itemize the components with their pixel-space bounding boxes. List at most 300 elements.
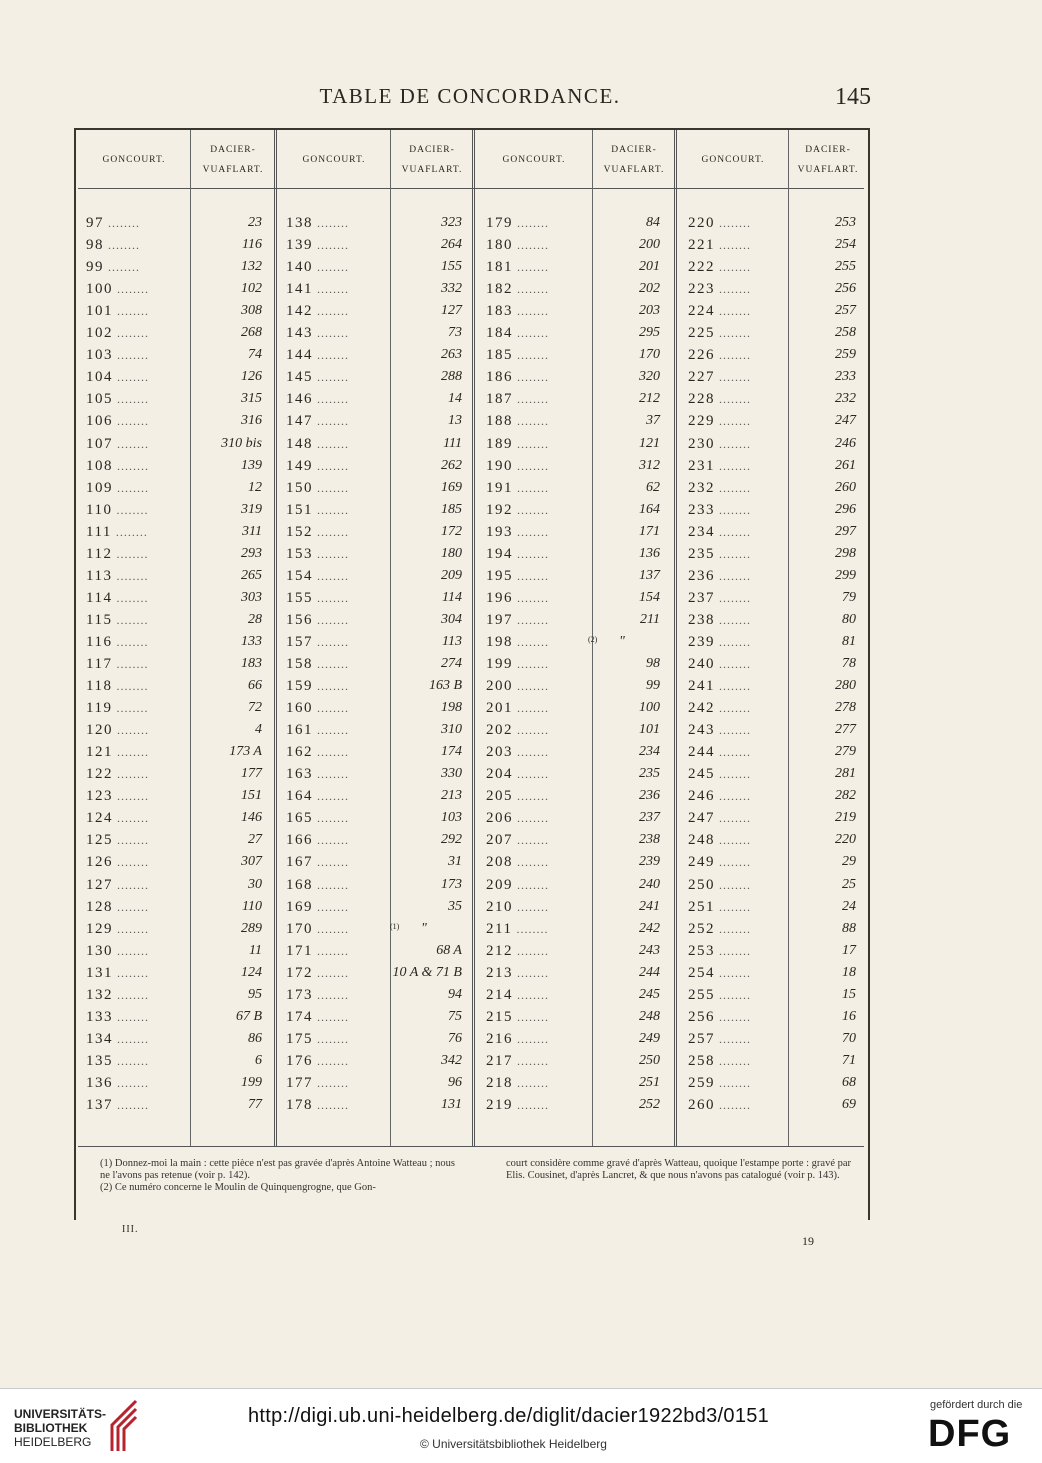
table-row (688, 675, 751, 697)
leader-dots: ........ (513, 348, 549, 363)
goncourt-number: 221 (688, 237, 715, 254)
table-row (286, 719, 349, 741)
leader-dots: ........ (313, 943, 349, 958)
leader-dots: ........ (113, 767, 149, 782)
table-row (688, 543, 751, 565)
dacier-vuaflart-number: 296 (835, 501, 856, 517)
leader-dots: ........ (513, 767, 549, 782)
table-row (688, 874, 751, 896)
goncourt-number: 237 (688, 589, 715, 606)
dacier-vuaflart-number: 81 (842, 633, 856, 649)
table-row (286, 918, 349, 940)
dacier-vuaflart-number: 244 (639, 964, 660, 980)
leader-dots: ........ (112, 568, 149, 583)
goncourt-number: 148 (286, 435, 313, 452)
dacier-vuaflart-number: 11 (249, 942, 262, 958)
goncourt-number: 116 (86, 633, 113, 650)
dacier-vuaflart-number: 251 (639, 1074, 660, 1090)
table-row (286, 1028, 349, 1050)
leader-dots: ........ (112, 634, 149, 649)
table-row (486, 256, 549, 278)
leader-dots: ........ (715, 392, 751, 407)
leader-dots: ........ (112, 679, 149, 694)
dacier-vuaflart-number: 25 (842, 876, 856, 892)
leader-dots: ........ (113, 921, 149, 936)
header-goncourt: GONCOURT. (701, 155, 765, 165)
dacier-vuaflart-number: 66 (248, 678, 262, 694)
leader-dots: ........ (513, 811, 549, 826)
dacier-vuaflart-number: 307 (241, 854, 262, 870)
table-row (286, 896, 349, 918)
table-row (486, 300, 549, 322)
dacier-vuaflart-number: 323 (441, 215, 462, 230)
goncourt-number: 106 (86, 413, 113, 430)
leader-dots: ........ (313, 1009, 349, 1024)
table-row (486, 719, 549, 741)
goncourt-number: 162 (286, 744, 313, 761)
leader-dots: ........ (715, 436, 751, 451)
header-goncourt: GONCOURT. (102, 155, 166, 165)
leader-dots: ........ (112, 502, 149, 517)
table-row (86, 1028, 149, 1050)
leader-dots: ........ (715, 546, 751, 561)
goncourt-number: 119 (86, 700, 113, 717)
goncourt-number: 229 (688, 413, 715, 430)
table-row (688, 631, 751, 653)
table-row (486, 829, 549, 851)
table-row (688, 388, 751, 410)
goncourt-number: 101 (86, 303, 113, 320)
dacier-vuaflart-number: 315 (241, 391, 262, 407)
dacier-vuaflart-number: 199 (241, 1074, 262, 1090)
table-row (86, 675, 148, 697)
leader-dots: ........ (313, 238, 349, 253)
dacier-vuaflart-number: 311 (242, 523, 262, 539)
table-row (688, 896, 751, 918)
permalink-url[interactable]: http://digi.ub.uni-heidelberg.de/diglit/dacier1922bd3/0151 (248, 1405, 770, 1427)
goncourt-number: 235 (688, 545, 715, 562)
table-row (688, 609, 751, 631)
table-row (286, 300, 349, 322)
goncourt-number: 216 (486, 1030, 513, 1047)
table-row (286, 565, 349, 587)
table-row (86, 455, 149, 477)
leader-dots: ........ (113, 965, 149, 980)
table-row (486, 455, 549, 477)
header-dacier-vuaflart: DACIER- VUAFLART. (202, 145, 264, 175)
table-row (486, 763, 549, 785)
table-row (286, 631, 349, 653)
table-row (286, 653, 349, 675)
dacier-vuaflart-number: 121 (639, 435, 660, 451)
table-row (688, 851, 751, 873)
goncourt-number: 163 (286, 766, 313, 783)
goncourt-number: 115 (86, 611, 113, 628)
goncourt-number: 251 (688, 898, 715, 915)
table-row (86, 1006, 149, 1028)
table-row (486, 388, 549, 410)
footnote-2-continued: court considère comme gravé d'après Watteau, quoique l'estampe porte : gravé par Elis. Cousinet, d'après Lancret, & que nous n'avons pas catalogué (voir p. 143). (506, 1158, 852, 1181)
goncourt-number: 240 (688, 656, 715, 672)
goncourt-number: 200 (486, 678, 513, 695)
table-row (86, 697, 148, 719)
leader-dots: ........ (513, 238, 549, 253)
goncourt-number: 215 (486, 1008, 513, 1025)
dacier-vuaflart-number: 139 (241, 457, 262, 473)
table-row (688, 697, 751, 719)
leader-dots: ........ (313, 965, 349, 980)
dacier-vuaflart-number: 16 (842, 1008, 856, 1024)
goncourt-number: 232 (688, 479, 715, 496)
leader-dots: ........ (715, 833, 751, 848)
leader-dots: ........ (313, 679, 349, 694)
goncourt-number: 173 (286, 986, 313, 1003)
dacier-vuaflart-number: 220 (835, 832, 856, 848)
dacier-vuaflart-number: 72 (248, 700, 262, 716)
leader-dots: ........ (313, 458, 349, 473)
dacier-vuaflart-number: 308 (241, 303, 262, 319)
dacier-vuaflart-number: 114 (442, 589, 462, 605)
funding-label: gefördert durch die (930, 1399, 1023, 1411)
goncourt-number: 217 (486, 1052, 513, 1069)
dacier-vuaflart-number: 234 (639, 744, 660, 760)
leader-dots: ........ (113, 348, 149, 363)
goncourt-number: 145 (286, 369, 313, 386)
leader-dots: ........ (313, 1053, 349, 1068)
goncourt-number: 189 (486, 435, 513, 452)
leader-dots: ........ (715, 216, 751, 230)
dacier-vuaflart-number: 113 (442, 633, 462, 649)
leader-dots: ........ (112, 546, 149, 561)
goncourt-number: 124 (86, 810, 113, 827)
goncourt-number: 179 (486, 215, 513, 231)
goncourt-number: 188 (486, 413, 513, 430)
goncourt-number: 244 (688, 744, 715, 761)
dacier-vuaflart-number: 77 (248, 1097, 262, 1112)
table-row (86, 763, 149, 785)
dacier-vuaflart-number: 131 (441, 1097, 462, 1112)
leader-dots: ........ (715, 524, 751, 539)
table-row (486, 851, 549, 873)
table-row (688, 477, 751, 499)
goncourt-number: 239 (688, 633, 715, 650)
leader-dots: ........ (104, 238, 140, 253)
leader-dots: ........ (715, 568, 751, 583)
sheet-number: 19 (802, 1234, 814, 1248)
dacier-vuaflart-number: 73 (448, 325, 462, 341)
table-row (86, 212, 140, 234)
goncourt-number: 161 (286, 722, 313, 739)
leader-dots: ........ (313, 282, 349, 297)
leader-dots: ........ (513, 987, 549, 1002)
header-dacier-vuaflart: DACIER- VUAFLART. (401, 145, 463, 175)
footnote-ref: (1) (390, 921, 400, 931)
goncourt-number: 135 (86, 1052, 113, 1069)
table-row (286, 477, 349, 499)
dacier-vuaflart-number: 164 (639, 501, 660, 517)
dacier-vuaflart-number: 310 bis (221, 435, 262, 451)
dacier-vuaflart-number: 293 (241, 545, 262, 561)
dacier-vuaflart-number: 238 (639, 832, 660, 848)
table-row (688, 300, 751, 322)
table-row (688, 256, 751, 278)
page-title: TABLE DE CONCORDANCE. (319, 84, 621, 108)
table-row (688, 763, 751, 785)
goncourt-number: 223 (688, 281, 715, 298)
dacier-vuaflart-number: 304 (441, 611, 462, 627)
leader-dots: ........ (715, 502, 751, 517)
table-row (688, 410, 751, 432)
leader-dots: ........ (715, 634, 751, 649)
leader-dots: ........ (715, 987, 751, 1002)
goncourt-number: 117 (86, 656, 113, 672)
table-row (486, 918, 548, 940)
leader-dots: ........ (113, 811, 149, 826)
dacier-vuaflart-number: 242 (639, 920, 660, 936)
table-row (486, 940, 549, 962)
goncourt-number: 159 (286, 678, 313, 695)
table-row (688, 741, 751, 763)
table-row (86, 609, 148, 631)
leader-dots: ........ (513, 304, 549, 319)
table-row (86, 1050, 149, 1072)
goncourt-number: 199 (486, 656, 513, 672)
table-row (86, 785, 149, 807)
dacier-vuaflart-number: 88 (842, 920, 856, 936)
table-row (286, 697, 349, 719)
leader-dots: ........ (113, 458, 149, 473)
dacier-vuaflart-number: 282 (835, 788, 856, 804)
dacier-vuaflart-number: 260 (835, 479, 856, 495)
group-divider (274, 130, 277, 1146)
leader-dots: ........ (113, 1098, 149, 1112)
table-row (688, 829, 751, 851)
table-row (486, 697, 549, 719)
dacier-vuaflart-number: 30 (248, 876, 262, 892)
dacier-vuaflart-number: 151 (241, 788, 262, 804)
dacier-vuaflart-number: 255 (835, 259, 856, 275)
goncourt-number: 154 (286, 567, 313, 584)
leader-dots: ........ (513, 877, 549, 892)
leader-dots: ........ (513, 723, 549, 738)
leader-dots: ........ (513, 1031, 549, 1046)
table-row (86, 366, 149, 388)
copyright-notice: © Universitätsbibliothek Heidelberg (420, 1437, 607, 1451)
table-row (86, 543, 148, 565)
dacier-vuaflart-number: (1) " (386, 918, 462, 940)
goncourt-number: 197 (486, 611, 513, 628)
leader-dots: ........ (513, 745, 549, 760)
goncourt-number: 184 (486, 325, 513, 342)
dacier-vuaflart-number: 6 (255, 1052, 262, 1068)
goncourt-number: 140 (286, 259, 313, 276)
dacier-vuaflart-number: 86 (248, 1030, 262, 1046)
goncourt-number: 110 (86, 501, 113, 518)
goncourt-number: 185 (486, 347, 513, 364)
table-row (486, 1072, 549, 1094)
goncourt-number: 205 (486, 788, 513, 805)
dacier-vuaflart-number: 280 (835, 678, 856, 694)
goncourt-number: 136 (86, 1074, 113, 1091)
dacier-vuaflart-number: 183 (241, 656, 262, 671)
leader-dots: ........ (113, 855, 149, 870)
leader-dots: ........ (313, 1075, 349, 1090)
dacier-vuaflart-number: 155 (441, 259, 462, 275)
goncourt-number: 158 (286, 656, 313, 672)
leader-dots: ........ (715, 877, 751, 892)
table-row (688, 322, 751, 344)
table-row (486, 609, 549, 631)
leader-dots: ........ (513, 1075, 549, 1090)
table-row (486, 410, 549, 432)
table-row (86, 322, 149, 344)
goncourt-number: 166 (286, 832, 313, 849)
dacier-vuaflart-number: 209 (441, 567, 462, 583)
goncourt-number: 180 (486, 237, 513, 254)
goncourt-number: 227 (688, 369, 715, 386)
leader-dots: ........ (513, 965, 549, 980)
leader-dots: ........ (313, 216, 349, 230)
goncourt-number: 242 (688, 700, 715, 717)
leader-dots: ........ (513, 502, 549, 517)
dacier-vuaflart-number: 24 (842, 898, 856, 914)
table-row (486, 896, 549, 918)
dacier-vuaflart-number: 297 (835, 523, 856, 539)
leader-dots: ........ (313, 304, 349, 319)
table-row (486, 1050, 549, 1072)
leader-dots: ........ (715, 1075, 751, 1090)
leader-dots: ........ (513, 943, 549, 958)
goncourt-number: 238 (688, 611, 715, 628)
table-row (286, 1072, 349, 1094)
table-row (486, 807, 549, 829)
table-row (86, 278, 149, 300)
goncourt-number: 168 (286, 876, 313, 893)
dacier-vuaflart-number: 132 (241, 259, 262, 275)
leader-dots: ........ (112, 701, 149, 716)
dacier-vuaflart-number: 277 (835, 722, 856, 738)
goncourt-number: 108 (86, 457, 113, 474)
table-row (688, 234, 751, 256)
leader-dots: ........ (715, 943, 751, 958)
header-dacier-vuaflart: DACIER- VUAFLART. (603, 145, 665, 175)
leader-dots: ........ (513, 282, 549, 297)
dacier-vuaflart-number: 75 (448, 1008, 462, 1024)
leader-dots: ........ (513, 458, 549, 473)
goncourt-number: 114 (86, 589, 113, 606)
dacier-vuaflart-number: 330 (441, 766, 462, 782)
dacier-vuaflart-number: 14 (448, 391, 462, 407)
goncourt-number: 257 (688, 1030, 715, 1047)
dacier-vuaflart-number: 246 (835, 435, 856, 451)
dacier-vuaflart-number: 102 (241, 281, 262, 297)
leader-dots: ........ (715, 370, 751, 385)
dacier-vuaflart-number: 235 (639, 766, 660, 782)
dacier-vuaflart-number: 312 (639, 457, 660, 473)
table-row (688, 565, 751, 587)
table-row (86, 741, 149, 763)
leader-dots: ........ (513, 326, 549, 341)
table-row (86, 521, 148, 543)
table-row (486, 212, 549, 234)
goncourt-number: 201 (486, 700, 513, 717)
table-row (688, 1072, 751, 1094)
dacier-vuaflart-number: 80 (842, 611, 856, 627)
leader-dots: ........ (715, 921, 751, 936)
goncourt-number: 121 (86, 744, 113, 761)
leader-dots: ........ (113, 899, 149, 914)
dacier-vuaflart-number: 320 (639, 369, 660, 385)
leader-dots: ........ (113, 480, 149, 495)
dacier-vuaflart-number: 31 (448, 854, 462, 870)
library-logo-icon (106, 1399, 142, 1453)
table-row (286, 807, 349, 829)
goncourt-number: 186 (486, 369, 513, 386)
leader-dots: ........ (313, 833, 349, 848)
library-name: UNIVERSITÄTS- BIBLIOTHEK HEIDELBERG (14, 1407, 107, 1449)
dacier-vuaflart-number: 200 (639, 237, 660, 253)
table-row (86, 829, 149, 851)
leader-dots: ........ (513, 789, 549, 804)
leader-dots: ........ (715, 238, 751, 253)
table-row (286, 851, 349, 873)
leader-dots: ........ (313, 260, 349, 275)
leader-dots: ........ (313, 921, 349, 936)
table-row (86, 653, 148, 675)
table-row (286, 388, 349, 410)
table-row (86, 1094, 149, 1116)
dacier-vuaflart-number: 254 (835, 237, 856, 253)
goncourt-number: 210 (486, 898, 513, 915)
goncourt-number: 214 (486, 986, 513, 1003)
dacier-vuaflart-number: 201 (639, 259, 660, 275)
leader-dots: ........ (113, 304, 149, 319)
leader-dots: ........ (313, 1031, 349, 1046)
table-row (86, 565, 148, 587)
dacier-vuaflart-number: 74 (248, 347, 262, 363)
goncourt-number: 209 (486, 876, 513, 893)
table-row (286, 940, 349, 962)
dacier-vuaflart-number: 185 (441, 501, 462, 517)
goncourt-number: 156 (286, 611, 313, 628)
table-row (286, 212, 349, 234)
goncourt-number: 171 (286, 942, 313, 959)
leader-dots: ........ (113, 877, 149, 892)
table-row (688, 587, 751, 609)
dacier-vuaflart-number: 258 (835, 325, 856, 341)
table-row (688, 1028, 751, 1050)
dacier-vuaflart-number: 98 (646, 656, 660, 671)
goncourt-number: 224 (688, 303, 715, 320)
table-row (486, 344, 549, 366)
goncourt-number: 175 (286, 1030, 313, 1047)
dacier-vuaflart-number: 27 (248, 832, 262, 848)
leader-dots: ........ (513, 436, 549, 451)
leader-dots: ........ (113, 370, 149, 385)
dacier-vuaflart-number: 265 (241, 567, 262, 583)
goncourt-number: 233 (688, 501, 715, 518)
dacier-vuaflart-number: 278 (835, 700, 856, 716)
dacier-vuaflart-number: 202 (639, 281, 660, 297)
goncourt-number: 181 (486, 259, 513, 276)
table-row (286, 366, 349, 388)
goncourt-number: 123 (86, 788, 113, 805)
leader-dots: ........ (715, 1031, 751, 1046)
dacier-vuaflart-number: 264 (441, 237, 462, 253)
dacier-vuaflart-number: 268 (241, 325, 262, 341)
table-row (86, 896, 149, 918)
leader-dots: ........ (113, 1053, 149, 1068)
